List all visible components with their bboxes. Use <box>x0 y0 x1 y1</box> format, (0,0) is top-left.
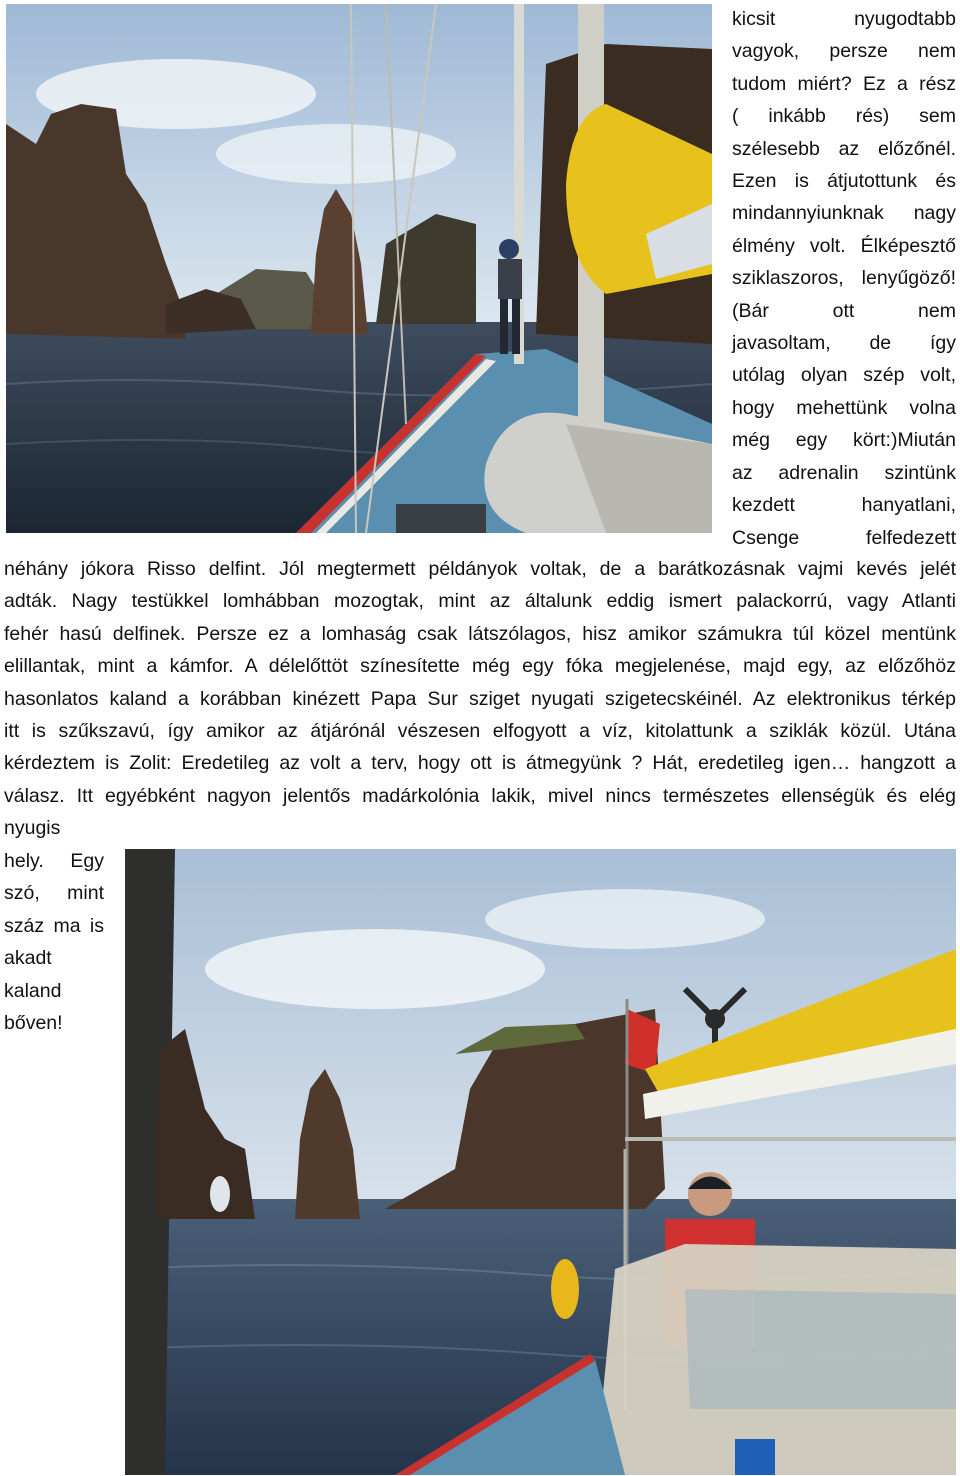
text-line: ( inkább rés) sem <box>732 105 956 128</box>
photo-sailboat-strait <box>6 4 712 533</box>
text-line: vagyok, persze nem <box>732 40 956 63</box>
text-line: száz ma is <box>4 914 104 937</box>
text-line: kérdeztem is Zolit: Eredetileg az volt a terv, hogy ott is átmegyünk ? Hát, eredetileg igen… hangzott a <box>4 752 956 775</box>
text-line: tudom miért? Ez a rész <box>732 72 956 95</box>
text-line: válasz. Itt egyébként nagyon jelentős madárkolónia lakik, mivel nincs természetes ellenségük és elég <box>4 784 956 807</box>
photo-skipper-sea-stacks <box>125 849 956 1475</box>
text-line: adták. Nagy testükkel lomhábban mozogtak, mint az általunk eddig ismert palackorrú, vagy Atlanti <box>4 590 956 613</box>
text-column-top-right <box>732 3 956 554</box>
text-line: hely. Egy <box>4 850 104 872</box>
text-line: Csenge felfedezett <box>732 526 956 549</box>
text-line: szélesebb az előzőnél. <box>732 137 956 160</box>
photo-sailboat-strait-image <box>6 4 712 533</box>
text-line: szó, mint <box>4 882 104 905</box>
text-line: hogy mehettünk volna <box>732 396 956 419</box>
text-line: javasoltam, de így <box>732 332 956 355</box>
text-line: Ezen is átjutottunk és <box>732 170 956 193</box>
text-line: az adrenalin szintünk <box>732 461 956 484</box>
text-line: fehér hasú delfinek. Persze ez a lomhaság csak látszólagos, hisz amikor számukra túl közel mentünk <box>4 622 956 645</box>
text-line: hasonlatos kaland a korábban kinézett Papa Sur sziget nyugati szigetecskéinél. Az elektronikus térkép <box>4 687 956 710</box>
text-line: (Bár ott nem <box>732 299 956 322</box>
text-line: kicsit nyugodtabb <box>732 8 956 30</box>
text-line: nyugis <box>4 817 61 840</box>
text-line: sziklaszoros, lenyűgöző! <box>732 267 956 290</box>
photo-skipper-sea-stacks-image <box>125 849 956 1475</box>
text-column-bottom-left <box>4 845 104 1039</box>
text-line: akadt <box>4 947 52 970</box>
text-line: kezdett hanyatlani, <box>732 494 956 517</box>
text-line: mindannyiunknak nagy <box>732 202 956 225</box>
text-line: kaland <box>4 979 62 1002</box>
text-line: utólag olyan szép volt, <box>732 364 956 387</box>
text-line: élmény volt. Élképesztő <box>732 234 956 257</box>
text-line: elillantak, mint a kámfor. A délelőttöt színesítette még egy fóka megjelenése, majd egy, az előzőhöz <box>4 655 956 678</box>
body-paragraph <box>4 553 956 845</box>
text-line: néhány jókora Risso delfint. Jól megtermett példányok voltak, de a barátkozásnak vajmi kevés jelét <box>4 558 956 580</box>
text-line: itt is szűkszavú, így amikor az átjárónál vészesen elfogyott a víz, kitolattunk a sziklák közül. Utána <box>4 720 956 743</box>
text-line: még egy kört:)Miután <box>732 429 956 452</box>
text-line: bőven! <box>4 1012 63 1035</box>
